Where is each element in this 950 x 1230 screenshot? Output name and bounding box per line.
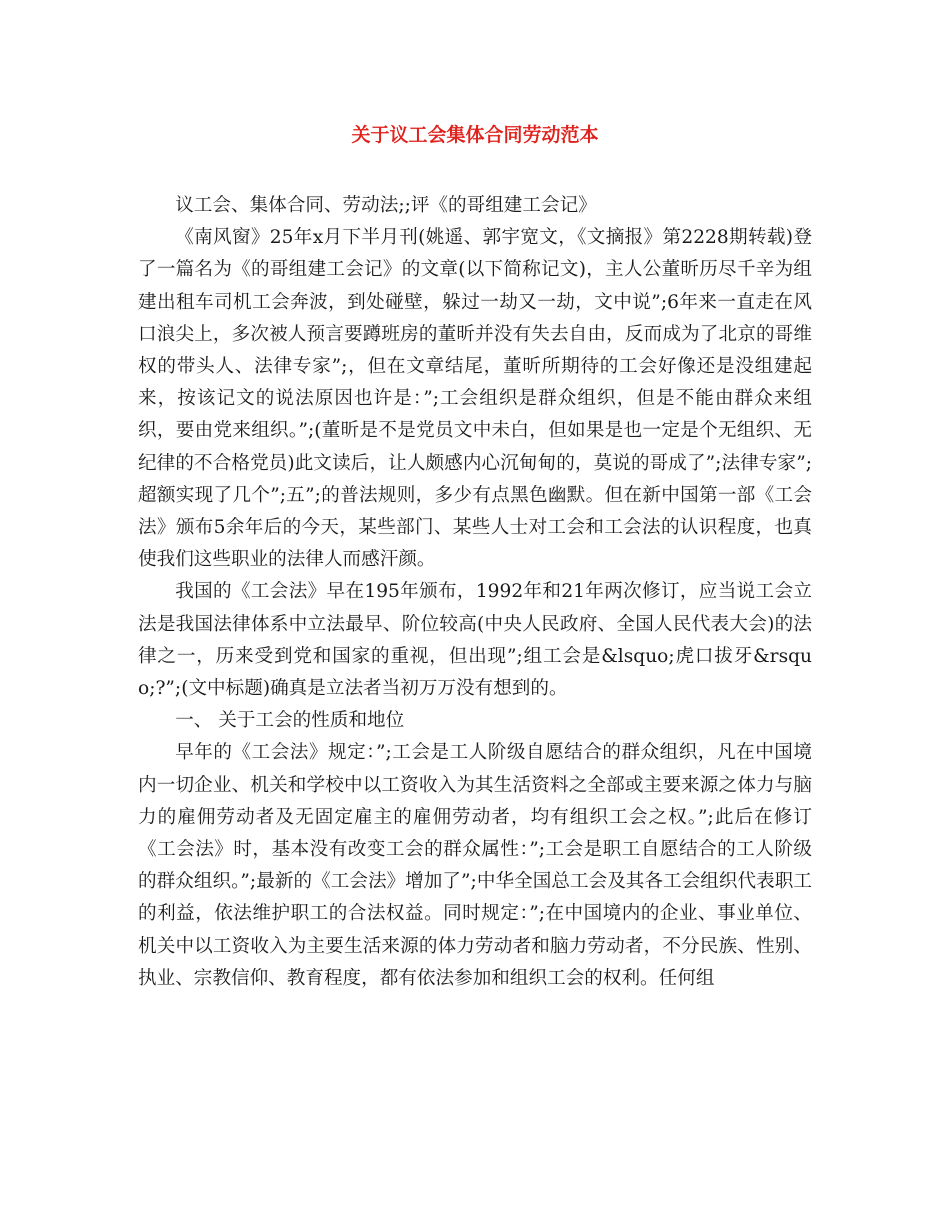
section-heading: 一、 关于工会的性质和地位 bbox=[175, 710, 405, 732]
document-body bbox=[138, 190, 812, 995]
document-title: 关于议工会集体合同劳动范本 bbox=[351, 124, 599, 146]
paragraph-legislation: 我国的《工会法》早在195年颁布，1992年和21年两次修订，应当说工会立法是我国法律体系中立法最早、阶位较高(中央人民政府、全国人民代表大会)的法律之一，历来受到党和国家的重视，但出现”;组工会是&lsquo;虎口拔牙&rsquo;?”;(文中标题)确真是立法者当初万万没有想到的。 bbox=[138, 581, 812, 700]
paragraph-nature: 早年的《工会法》规定：”;工会是工人阶级自愿结合的群众组织，凡在中国境内一切企业、机关和学校中以工资收入为其生活资料之全部或主要来源之体力与脑力的雇佣劳动者及无固定雇主的雇佣劳动者，均有组织工会之权。”;此后在修订《工会法》时，基本没有改变工会的群众属性：”;工会是职工自愿结合的工人阶级的群众组织。”;最新的《工会法》增加了”;中华全国总工会及其各工会组织代表职工的利益，依法维护职工的合法权益。同时规定：”;在中国境内的企业、事业单位、机关中以工资收入为主要生活来源的体力劳动者和脑力劳动者，不分民族、性别、执业、宗教信仰、教育程度，都有依法参加和组织工会的权利。任何组 bbox=[138, 742, 812, 989]
paragraph-keywords: 议工会、集体合同、劳动法;;评《的哥组建工会记》 bbox=[175, 195, 597, 216]
paragraph-intro: 《南风窗》25年x月下半月刊(姚遥、郭宇宽文，《文摘报》第2228期转载)登了一篇名为《的哥组建工会记》的文章(以下简称记文)，主人公董昕历尽千辛为组建出租车司机工会奔波，到处碰壁，躲过一劫又一劫，文中说”;6年来一直走在风口浪尖上，多次被人预言要蹲班房的董昕并没有失去自由，反而成为了北京的哥维权的带头人、法律专家”;，但在文章结尾，董昕所期待的工会好像还是没组建起来，按该记文的说法原因也许是：”;工会组织是群众组织，但是不能由群众来组织，要由党来组织。”;(董昕是不是党员文中未白，但如果是也一定是个无组织、无纪律的不合格党员)此文读后，让人颇感内心沉甸甸的，莫说的哥成了”;法律专家”;超额实现了几个”;五”;的普法规则，多少有点黑色幽默。但在新中国第一部《工会法》颁布5余年后的今天，某些部门、某些人士对工会和工会法的认识程度，也真使我们这些职业的法律人而感汗颜。 bbox=[138, 227, 812, 571]
